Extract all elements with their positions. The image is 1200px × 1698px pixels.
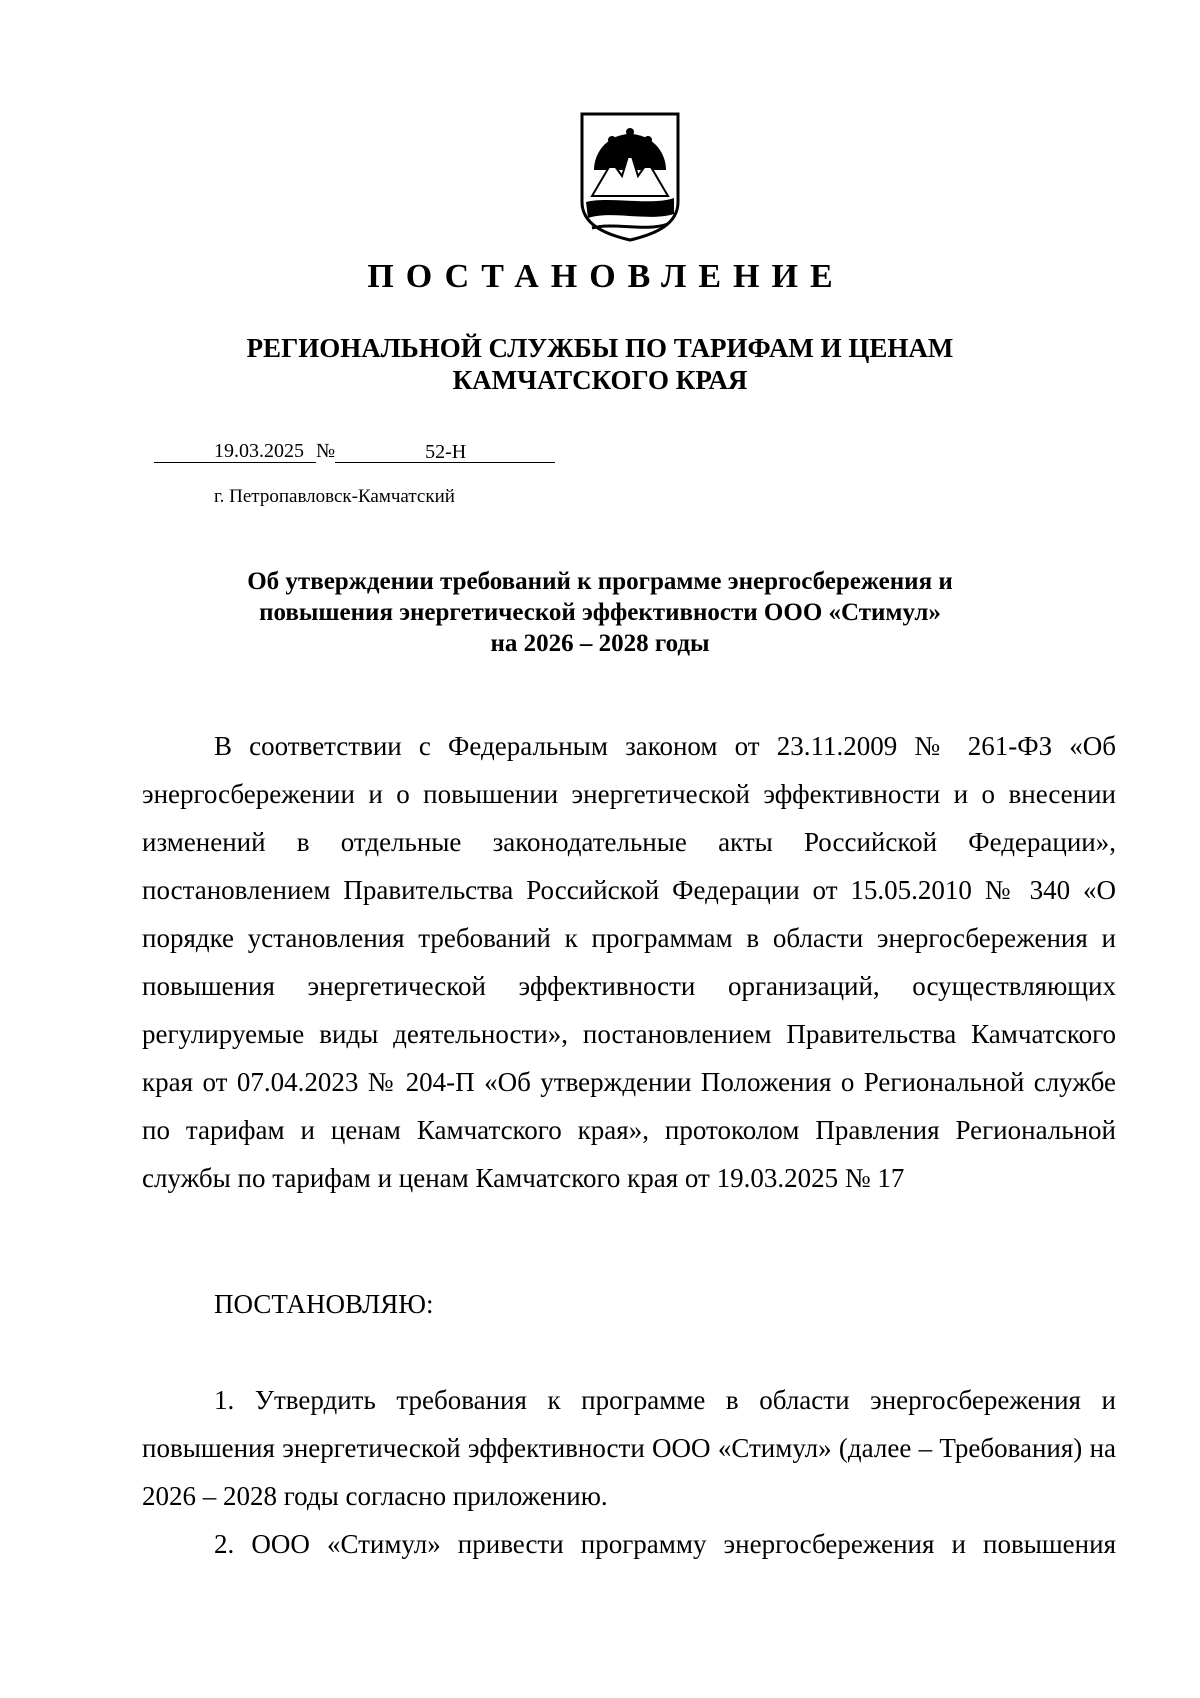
document-date: 19.03.2025 [154,440,316,463]
document-type-title: ПОСТАНОВЛЕНИЕ [367,258,845,295]
item-1-paragraph: 1. Утвердить требования к программе в области энергосбережения и повышения энергетической эффективности ООО «Стимул» (далее – Требования) на 2026 – 2028 годы согласно приложению. [142,1385,1116,1511]
organization-line-1: РЕГИОНАЛЬНОЙ СЛУЖБЫ ПО ТАРИФАМ И ЦЕНАМ [246,333,954,363]
subject-line-1: Об утверждении требований к программе энергосбережения и [247,568,953,595]
preamble-paragraph: В соответствии с Федеральным законом от 23.11.2009 № 261-ФЗ «Об энергосбережении и о повышении энергетической эффективности и о внесении изменений в отдельные законодательные акты Российской Федерации», постановлением Правительства Российской Федерации от 15.05.2010 № 340 «О порядке установления требований к программам в области энергосбережения и повышения энергетической эффективности организаций, осуществляющих регулируемые виды деятельности», постановлением Правительства Камчатского края от 07.04.2023 № 204-П «Об утверждении Положения о Региональной службе по тарифам и ценам Камчатского края», протоколом Правления Региональной службы по тарифам и ценам Камчатского края от 19.03.2025 № 17 [142,731,1116,1193]
organization-name [0,332,1200,396]
number-sign: № [316,440,336,462]
subject-line-2: повышения энергетической эффективности ООО «Стимул» [259,599,941,626]
coat-of-arms-icon [578,110,682,242]
document-number: 52-Н [335,441,555,463]
document-subject [0,566,1200,659]
resolve-heading: ПОСТАНОВЛЯЮ: [214,1289,434,1319]
city-name: г. Петропавловск-Камчатский [214,486,455,507]
date-number-line [154,440,555,463]
item-2-paragraph: 2. ООО «Стимул» привести программу энергосбережения и повышения [214,1529,1116,1559]
subject-line-3: на 2026 – 2028 годы [490,630,710,657]
organization-line-2: КАМЧАТСКОГО КРАЯ [452,365,748,395]
